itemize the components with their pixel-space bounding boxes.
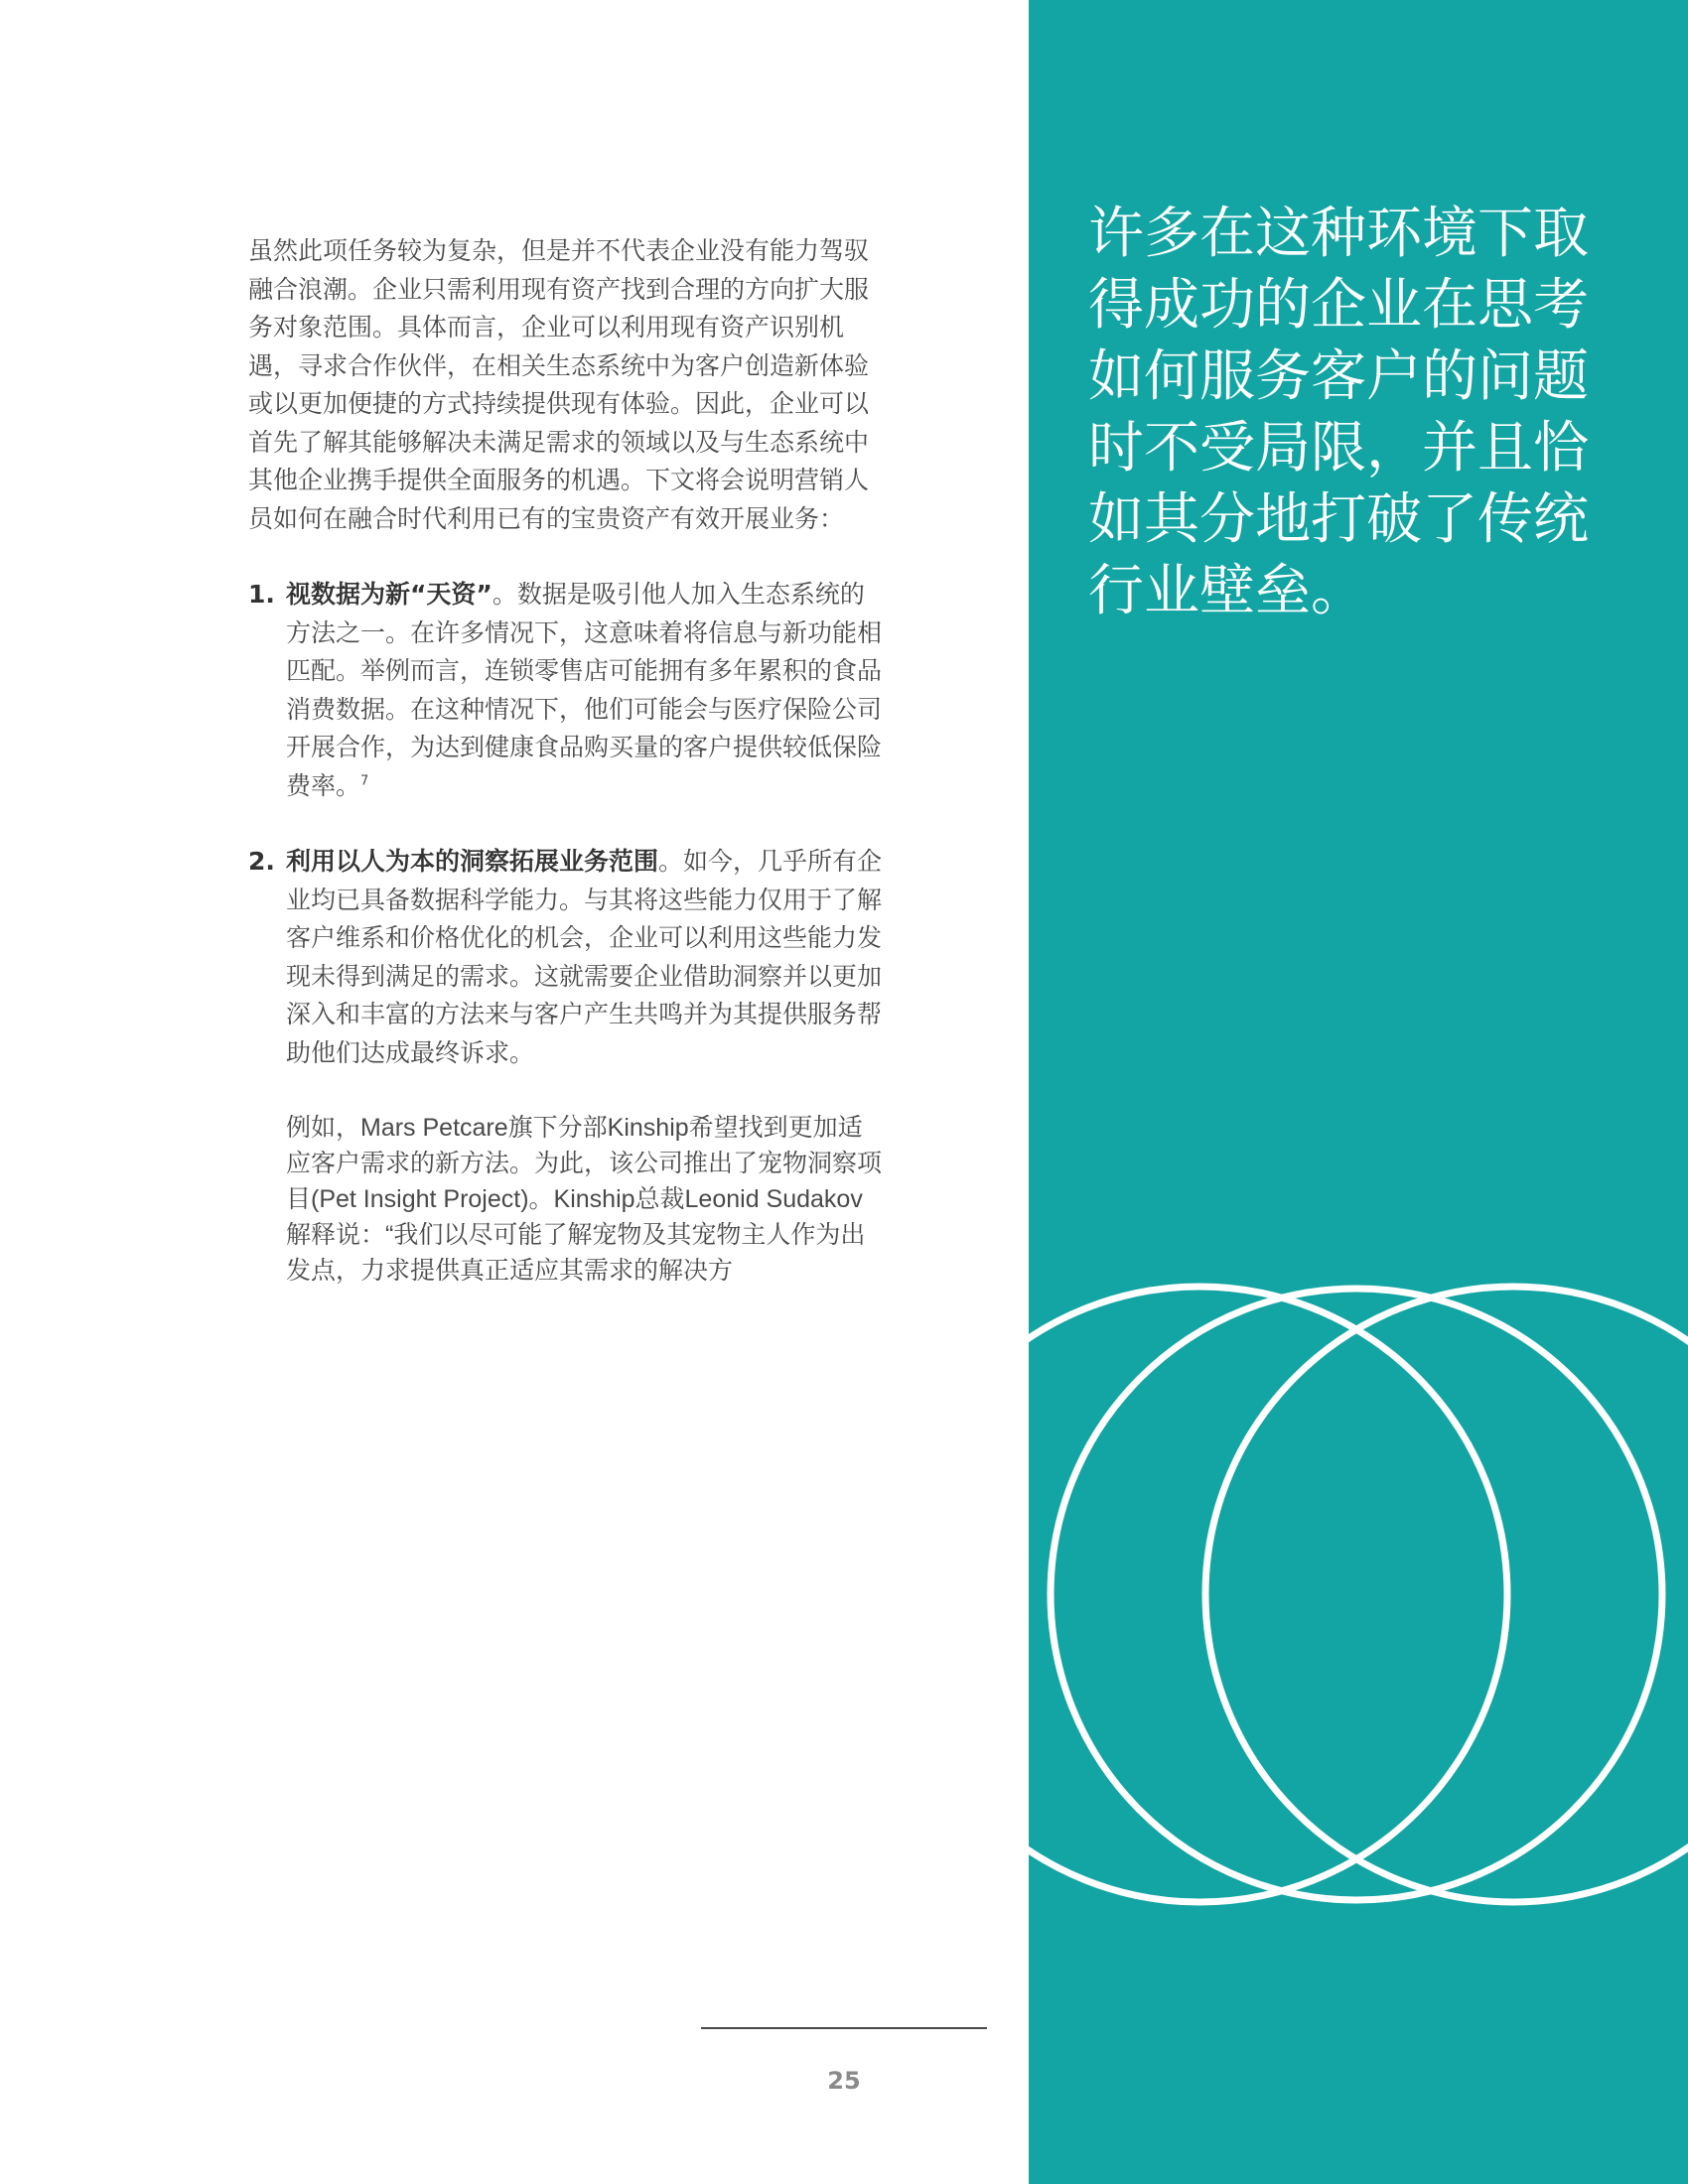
footer-rule: [701, 2027, 987, 2029]
list-item-body: [286, 576, 884, 805]
inner-circle-left: [1029, 1287, 1507, 1902]
list-item-text: 。数据是吸引他人加入生态系统的方法之一。在许多情况下，这意味着将信息与新功能相匹配。举例而言，连锁零售店可能拥有多年累积的食品消费数据。在这种情况下，他们可能会与医疗保险公司开展合作，为达到健康食品购买量的客户提供较低保险费率。: [286, 580, 883, 800]
circles-graphic: [1029, 0, 1688, 2184]
sidebar-panel: [1029, 0, 1688, 2184]
list-item-text: 。如今，几乎所有企业均已具备数据科学能力。与其将这些能力仅用于了解客户维系和价格优化的机会，企业可以利用这些能力发现未得到满足的需求。这就需要企业借助洞察并以更加深入和丰富的方法来与客户产生共鸣并为其提供服务帮助他们达成最终诉求。: [286, 847, 883, 1067]
example-paragraph: 例如，Mars Petcare旗下分部Kinship希望找到更加适应客户需求的新方法。为此，该公司推出了宠物洞察项目(Pet Insight Project)。Kinship总裁Leonid Sudakov解释说：“我们以尽可能了解宠物及其宠物主人作为出发点，力求提供真正适应其需求的解决方: [286, 1114, 883, 1285]
pull-quote: 许多在这种环境下取得成功的企业在思考如何服务客户的问题时不受局限，并且恰如其分地打破了传统行业壁垒。: [1088, 202, 1589, 623]
page-number: 25: [827, 2067, 861, 2095]
list-number: 1.: [248, 580, 275, 609]
outer-circle: [1051, 1289, 1662, 1900]
inner-circle-right: [1205, 1287, 1688, 1902]
list-item: [248, 576, 884, 805]
main-text-column: [248, 232, 884, 1313]
intro-paragraph: 虽然此项任务较为复杂，但是并不代表企业没有能力驾驭融合浪潮。企业只需利用现有资产找到合理的方向扩大服务对象范围。具体而言，企业可以利用现有资产识别机遇，寻求合作伙伴，在相关生态系统中为客户创造新体验或以更加便捷的方式持续提供现有体验。因此，企业可以首先了解其能够解决未满足需求的领域以及与生态系统中其他企业携手提供全面服务的机遇。下文将会说明营销人员如何在融合时代利用已有的宝贵资产有效开展业务：: [248, 236, 870, 533]
list-item: [248, 843, 884, 1072]
list-item-body: [286, 843, 884, 1072]
list-item-lead: 视数据为新“天资”: [286, 580, 492, 609]
footnote-marker: 7: [360, 773, 369, 789]
list-number: 2.: [248, 847, 275, 876]
list-item-lead: 利用以人为本的洞察拓展业务范围: [286, 847, 659, 876]
